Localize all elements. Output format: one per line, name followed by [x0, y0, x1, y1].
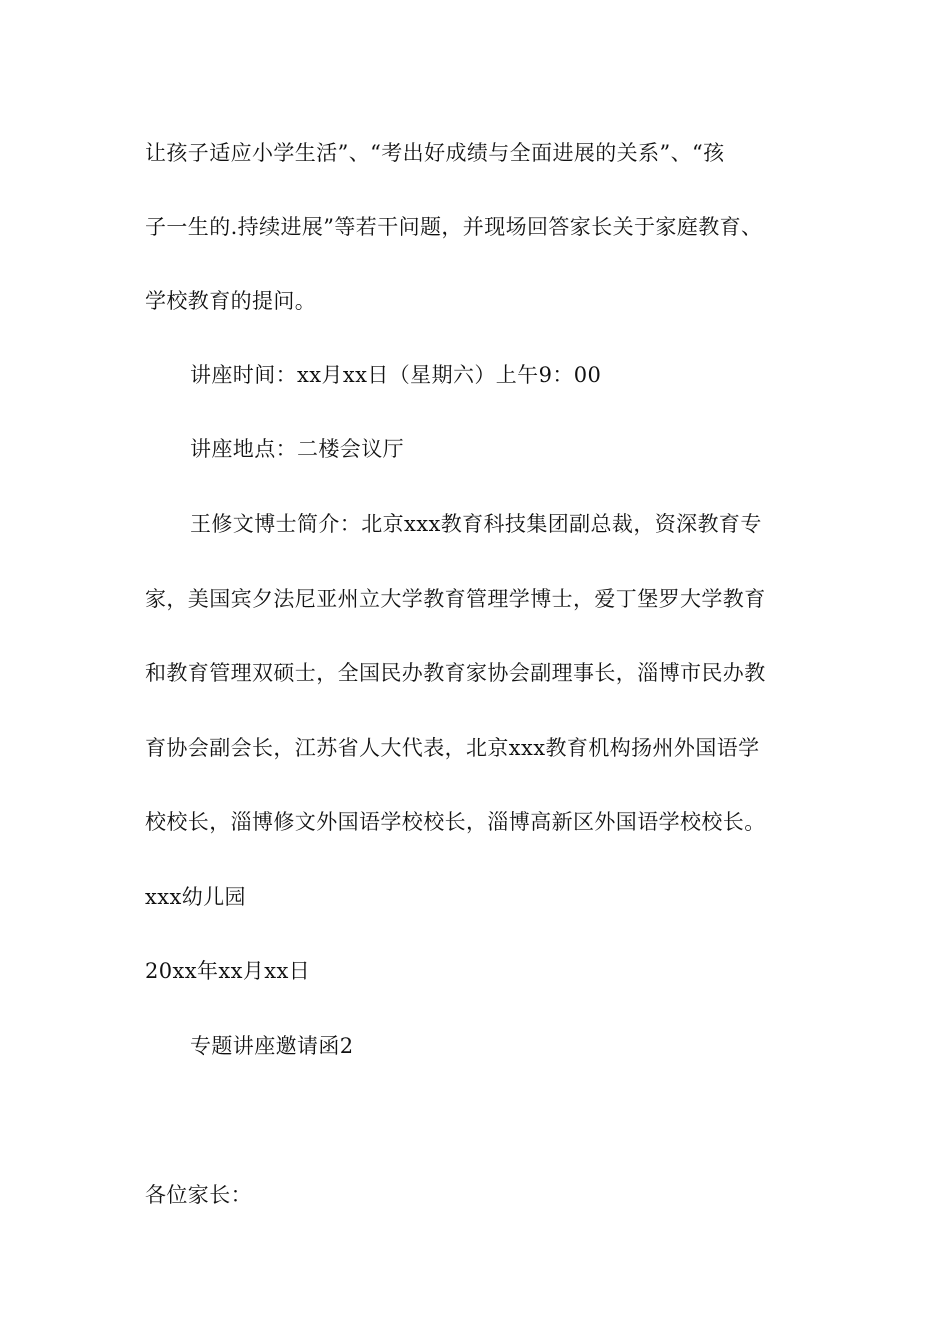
paragraph-line: 子一生的.持续进展”等若干问题，并现场回答家长关于家庭教育、 — [145, 215, 763, 239]
lecture-time: 讲座时间：xx月xx日（星期六）上午9：00 — [190, 363, 602, 387]
salutation: 各位家长： — [145, 1183, 252, 1207]
organizer-name: xxx幼儿园 — [145, 885, 246, 909]
speaker-intro-line: 和教育管理双硕士，全国民办教育家协会副理事长，淄博市民办教 — [145, 661, 766, 685]
paragraph-line: 让孩子适应小学生活”、“考出好成绩与全面进展的关系”、“孩 — [145, 141, 725, 165]
speaker-intro-line: 王修文博士简介：北京xxx教育科技集团副总裁，资深教育专 — [190, 512, 762, 536]
section-heading: 专题讲座邀请函2 — [190, 1034, 354, 1058]
speaker-intro-line: 育协会副会长，江苏省人大代表，北京xxx教育机构扬州外国语学 — [145, 736, 760, 760]
speaker-intro-line: 家，美国宾夕法尼亚州立大学教育管理学博士，爱丁堡罗大学教育 — [145, 587, 766, 611]
speaker-intro-line: 校校长，淄博修文外国语学校校长，淄博高新区外国语学校校长。 — [145, 810, 766, 834]
paragraph-line: 学校教育的提问。 — [145, 289, 317, 313]
lecture-location: 讲座地点：二楼会议厅 — [190, 437, 404, 461]
document-date: 20xx年xx月xx日 — [145, 959, 311, 983]
